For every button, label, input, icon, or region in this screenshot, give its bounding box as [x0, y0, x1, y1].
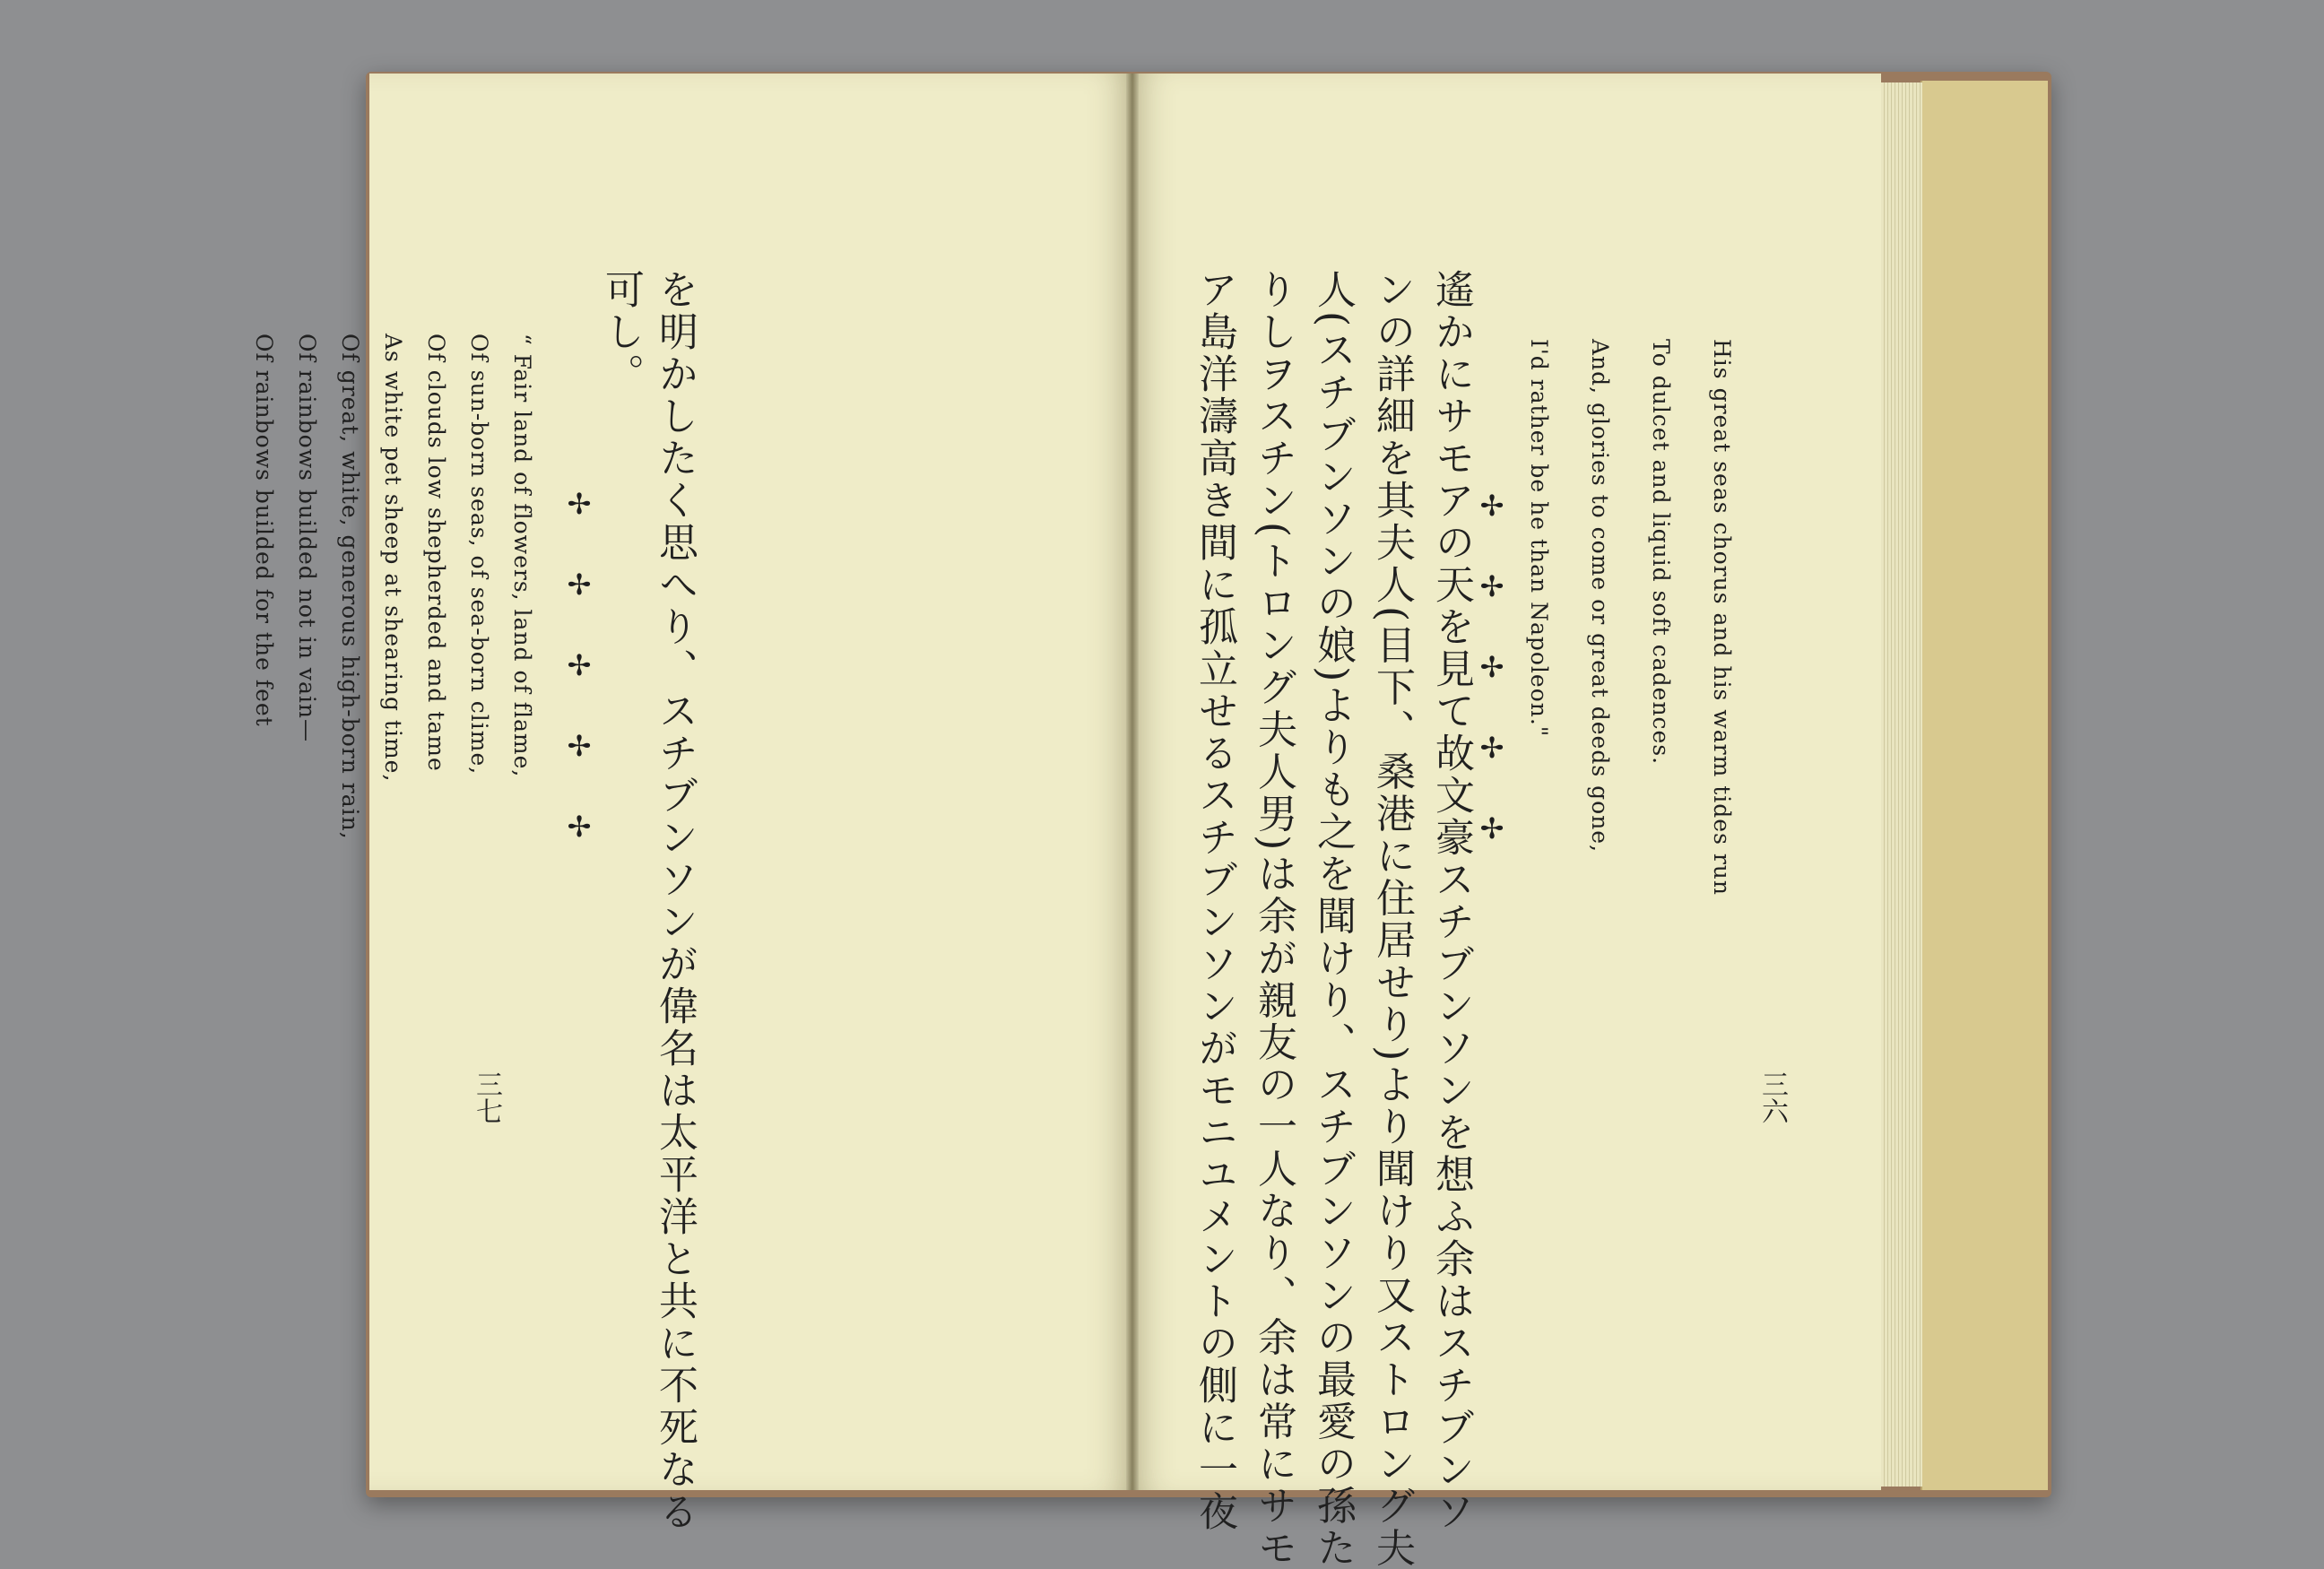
- back-board: [1921, 81, 2048, 1490]
- prose-column: ア島洋濤高き間に孤立せるスチブンソンがモニユメントの側に一夜: [1192, 269, 1237, 1533]
- prose-column: 遙かにサモアの天を見て故文豪スチブンソンを想ふ余はスチブンソ: [1428, 269, 1474, 1533]
- ornament-icon: ✢: [1479, 650, 1505, 684]
- prose-column: 可し。: [598, 269, 644, 395]
- ornament-icon: ✢: [1479, 731, 1505, 765]
- ornament-icon: ✢: [567, 487, 592, 521]
- verse-line: To dulcet and liquid soft cadences.: [1648, 339, 1674, 766]
- ornament-icon: ✢: [1479, 811, 1505, 845]
- page-edges: [1881, 82, 1922, 1487]
- prose-column: 人(スチブンソンの娘)よりも之を聞けり、スチブンソンの最愛の孫た: [1310, 269, 1356, 1569]
- prose-column: りしヲスチン(トロング夫人男)は余が親友の一人なり、余は常にサモ: [1251, 269, 1296, 1569]
- ornament-icon: ✢: [567, 729, 592, 763]
- ornament-icon: ✢: [567, 810, 592, 844]
- ornament-icon: ✢: [1479, 489, 1505, 523]
- ornament-icon: ✢: [567, 568, 592, 602]
- verse-line: “ Fair land of flowers, land of flame,: [509, 334, 535, 778]
- verse-line: Of rainbows builded not in vain—: [294, 334, 320, 743]
- right-page: [1132, 74, 1881, 1569]
- verse-line: Of clouds low shepherded and tame: [423, 334, 449, 772]
- page-number: 三七: [471, 1071, 502, 1124]
- prose-column: ンの詳細を其夫人(目下、桑港に住居せり)より聞けり又ストロング夫: [1369, 269, 1415, 1569]
- prose-column: を明かしたく思へり、スチブンソンが偉名は太平洋と共に不死なる: [652, 269, 698, 1533]
- verse-line: His great seas chorus and his warm tides run: [1709, 339, 1735, 897]
- book-gutter: [1126, 74, 1139, 1490]
- left-page: [251, 74, 1132, 1533]
- verse-line: And, glories to come or great deeds gone,: [1587, 339, 1613, 854]
- verse-line: As white pet sheep at shearing time,: [380, 334, 406, 783]
- verse-line: Of great, white, generous high-born rain,: [337, 334, 363, 840]
- ornament-icon: ✢: [1479, 569, 1505, 603]
- page-number: 三六: [1756, 1071, 1788, 1124]
- verse-line: Of sun-born seas, of sea-born clime,: [466, 334, 492, 776]
- verse-line: I'd rather be he than Napoleon.": [1526, 339, 1552, 738]
- verse-line: Of rainbows builded for the feet: [251, 334, 277, 727]
- ornament-icon: ✢: [567, 648, 592, 682]
